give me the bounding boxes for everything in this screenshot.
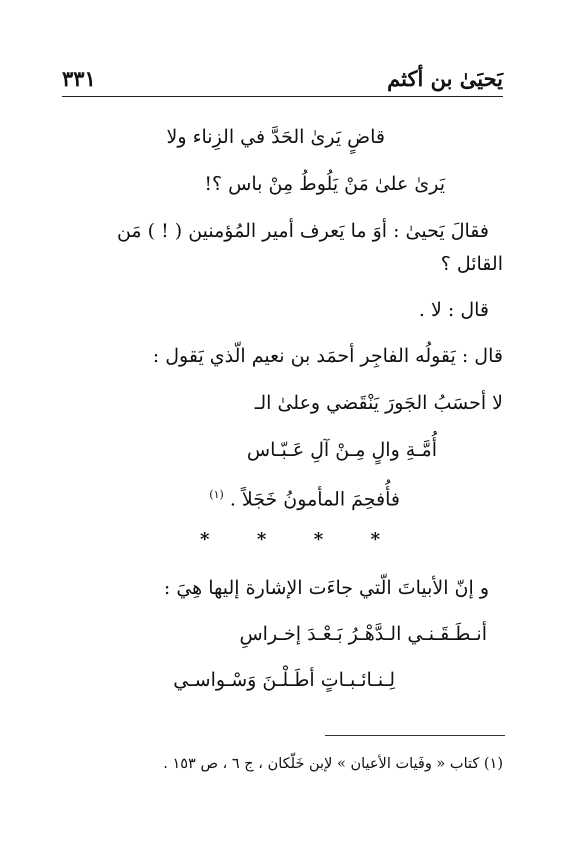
verse-line-4: لِـنـائـبـاتٍ أطَـلْـنَ وَسْـواسـي: [173, 669, 395, 691]
separator-star: *: [256, 529, 267, 550]
verse-line-3: أنـطَـقَـنـي الـدَّهْـرُ بَـعْـدَ إخـراسِ: [239, 623, 487, 645]
section-separator: [200, 529, 380, 550]
text-line-9-body: فأُفحِمَ المأمونُ خَجَلاً .: [229, 488, 400, 511]
page-header: [62, 64, 503, 97]
page-number: ٣٣١: [62, 66, 96, 91]
text-line-6: قال : يَقولُه الفاجِر أحمَد بن نعيم الّذي يَقول :: [152, 345, 503, 367]
text-line-3: فقالَ يَحيىٰ : أوَ ما يَعرف أمير المُؤمنين ( ! ) مَن: [116, 220, 489, 242]
separator-star: *: [200, 529, 210, 550]
text-line-2: يَرىٰ علىٰ مَنْ يَلُوطُ مِنْ باس ؟!: [204, 173, 445, 195]
verse-line-2: أُمَّـةِ والٍ مِـنْ آلِ عَـبّـاس: [246, 439, 437, 461]
separator-star: *: [370, 529, 380, 550]
verse-line-1: لا أحسَبُ الجَورَ يَنْقَضي وعلىٰ الـ: [254, 392, 503, 414]
running-title: يَحيَىٰ بن أكثم: [387, 66, 503, 91]
text-line-9: [209, 482, 400, 512]
separator-star: *: [313, 529, 324, 550]
footnote: (١) كتاب « وفَيات الأعيان » لإبن خَلّكان ، ج ٦ ، ص ١٥٣ .: [163, 756, 503, 772]
footnote-reference: (١): [209, 488, 224, 501]
text-line-5: قال : لا .: [418, 299, 489, 321]
text-line-1: قاضٍ يَرىٰ الحَدَّ في الزِناء ولا: [166, 126, 385, 148]
text-line-4: القائل ؟: [440, 253, 503, 275]
text-line-10: و إنّ الأبياتَ الّتي جاءَت الإشارة إليها هِيَ :: [163, 577, 489, 599]
footnote-divider: [325, 735, 505, 736]
